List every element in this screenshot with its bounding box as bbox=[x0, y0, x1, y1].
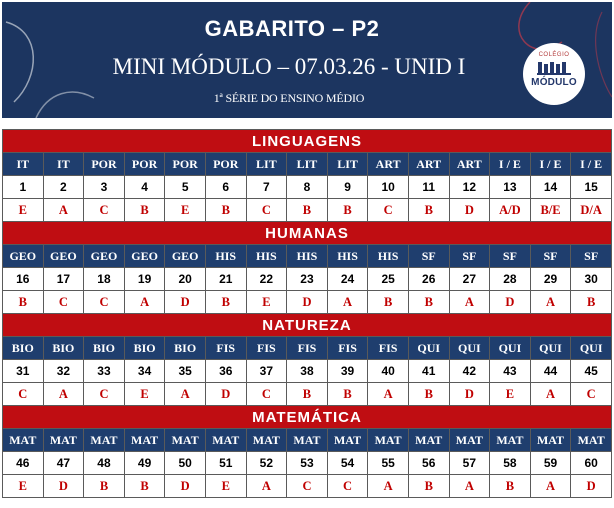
subject-cell: GEO bbox=[3, 245, 44, 268]
subject-cell: ART bbox=[368, 153, 409, 176]
question-number-cell: 10 bbox=[368, 176, 409, 199]
subject-cell: SF bbox=[530, 245, 571, 268]
subject-cell: FIS bbox=[287, 337, 328, 360]
question-number-cell: 38 bbox=[287, 360, 328, 383]
question-number-cell: 8 bbox=[287, 176, 328, 199]
subject-cell: FIS bbox=[327, 337, 368, 360]
ans-row bbox=[3, 199, 612, 222]
question-number-cell: 9 bbox=[327, 176, 368, 199]
subject-cell: MAT bbox=[205, 429, 246, 452]
question-number-cell: 23 bbox=[287, 268, 328, 291]
subject-cell: IT bbox=[43, 153, 84, 176]
answer-cell: D bbox=[490, 291, 531, 314]
question-number-cell: 31 bbox=[3, 360, 44, 383]
subject-cell: HIS bbox=[246, 245, 287, 268]
subject-cell: GEO bbox=[124, 245, 165, 268]
answer-cell: B bbox=[124, 475, 165, 498]
question-number-cell: 40 bbox=[368, 360, 409, 383]
answer-cell: C bbox=[246, 199, 287, 222]
answer-cell: C bbox=[84, 199, 125, 222]
subject-cell: MAT bbox=[124, 429, 165, 452]
question-number-cell: 17 bbox=[43, 268, 84, 291]
answer-cell: C bbox=[43, 291, 84, 314]
subject-cell: HIS bbox=[205, 245, 246, 268]
subject-cell: MAT bbox=[246, 429, 287, 452]
question-number-cell: 39 bbox=[327, 360, 368, 383]
section-header-row bbox=[3, 314, 612, 337]
answer-cell: B bbox=[327, 383, 368, 406]
question-number-cell: 44 bbox=[530, 360, 571, 383]
answer-cell: E bbox=[165, 199, 206, 222]
question-number-cell: 5 bbox=[165, 176, 206, 199]
question-number-cell: 43 bbox=[490, 360, 531, 383]
subject-cell: QUI bbox=[408, 337, 449, 360]
answer-cell: E bbox=[205, 475, 246, 498]
answer-cell: B/E bbox=[530, 199, 571, 222]
answer-cell: A bbox=[165, 383, 206, 406]
subject-cell: MAT bbox=[165, 429, 206, 452]
question-number-cell: 13 bbox=[490, 176, 531, 199]
question-number-cell: 59 bbox=[530, 452, 571, 475]
answer-cell: A bbox=[327, 291, 368, 314]
answer-cell: B bbox=[3, 291, 44, 314]
answer-cell: C bbox=[3, 383, 44, 406]
section-header-row bbox=[3, 406, 612, 429]
subject-cell: LIT bbox=[287, 153, 328, 176]
subject-cell: SF bbox=[408, 245, 449, 268]
question-number-cell: 2 bbox=[43, 176, 84, 199]
subject-cell: MAT bbox=[408, 429, 449, 452]
question-number-cell: 11 bbox=[408, 176, 449, 199]
subject-cell: MAT bbox=[3, 429, 44, 452]
answer-cell: B bbox=[124, 199, 165, 222]
section-title: HUMANAS bbox=[3, 222, 612, 245]
question-number-cell: 52 bbox=[246, 452, 287, 475]
answer-cell: B bbox=[327, 199, 368, 222]
answer-cell: E bbox=[3, 199, 44, 222]
question-number-cell: 1 bbox=[3, 176, 44, 199]
question-number-cell: 12 bbox=[449, 176, 490, 199]
question-number-cell: 16 bbox=[3, 268, 44, 291]
answer-cell: B bbox=[368, 291, 409, 314]
exam-subtitle: MINI MÓDULO – 07.03.26 - UNID I bbox=[112, 54, 466, 79]
section-title: NATUREZA bbox=[3, 314, 612, 337]
subject-cell: SF bbox=[490, 245, 531, 268]
question-number-cell: 56 bbox=[408, 452, 449, 475]
answer-cell: E bbox=[124, 383, 165, 406]
answer-cell: C bbox=[287, 475, 328, 498]
section-title: MATEMÁTICA bbox=[3, 406, 612, 429]
question-number-cell: 32 bbox=[43, 360, 84, 383]
school-logo bbox=[523, 43, 585, 105]
answer-cell: A bbox=[368, 475, 409, 498]
answer-cell: D bbox=[571, 475, 612, 498]
num-row bbox=[3, 268, 612, 291]
question-number-cell: 33 bbox=[84, 360, 125, 383]
answer-cell: A/D bbox=[490, 199, 531, 222]
section-header-row bbox=[3, 130, 612, 153]
answer-cell: E bbox=[3, 475, 44, 498]
subject-cell: MAT bbox=[571, 429, 612, 452]
answer-cell: E bbox=[490, 383, 531, 406]
question-number-cell: 37 bbox=[246, 360, 287, 383]
question-number-cell: 35 bbox=[165, 360, 206, 383]
question-number-cell: 24 bbox=[327, 268, 368, 291]
section-header-row bbox=[3, 222, 612, 245]
subject-cell: I / E bbox=[490, 153, 531, 176]
answer-cell: B bbox=[408, 291, 449, 314]
answer-cell: A bbox=[124, 291, 165, 314]
answer-cell: D bbox=[205, 383, 246, 406]
num-row bbox=[3, 176, 612, 199]
subject-cell: HIS bbox=[327, 245, 368, 268]
num-row bbox=[3, 360, 612, 383]
answer-cell: A bbox=[368, 383, 409, 406]
answer-cell: C bbox=[84, 291, 125, 314]
answer-cell: B bbox=[571, 291, 612, 314]
subj-row bbox=[3, 337, 612, 360]
question-number-cell: 19 bbox=[124, 268, 165, 291]
answer-cell: D bbox=[165, 475, 206, 498]
page-title: GABARITO – P2 bbox=[204, 16, 380, 41]
answer-cell: B bbox=[408, 199, 449, 222]
subject-cell: MAT bbox=[530, 429, 571, 452]
answer-cell: B bbox=[287, 383, 328, 406]
subject-cell: QUI bbox=[449, 337, 490, 360]
subject-cell: MAT bbox=[43, 429, 84, 452]
header-banner bbox=[2, 2, 612, 118]
question-number-cell: 25 bbox=[368, 268, 409, 291]
answer-key-table bbox=[2, 129, 612, 498]
question-number-cell: 14 bbox=[530, 176, 571, 199]
subject-cell: POR bbox=[84, 153, 125, 176]
question-number-cell: 21 bbox=[205, 268, 246, 291]
answer-cell: B bbox=[205, 291, 246, 314]
question-number-cell: 36 bbox=[205, 360, 246, 383]
answer-cell: B bbox=[84, 475, 125, 498]
question-number-cell: 41 bbox=[408, 360, 449, 383]
subj-row bbox=[3, 245, 612, 268]
question-number-cell: 15 bbox=[571, 176, 612, 199]
subject-cell: QUI bbox=[490, 337, 531, 360]
subject-cell: FIS bbox=[246, 337, 287, 360]
subject-cell: ART bbox=[408, 153, 449, 176]
answer-cell: B bbox=[408, 383, 449, 406]
answer-cell: B bbox=[287, 199, 328, 222]
question-number-cell: 55 bbox=[368, 452, 409, 475]
question-number-cell: 22 bbox=[246, 268, 287, 291]
subject-cell: MAT bbox=[449, 429, 490, 452]
question-number-cell: 6 bbox=[205, 176, 246, 199]
ans-row bbox=[3, 291, 612, 314]
ans-row bbox=[3, 475, 612, 498]
ans-row bbox=[3, 383, 612, 406]
subject-cell: I / E bbox=[530, 153, 571, 176]
question-number-cell: 51 bbox=[205, 452, 246, 475]
subject-cell: POR bbox=[124, 153, 165, 176]
question-number-cell: 26 bbox=[408, 268, 449, 291]
question-number-cell: 7 bbox=[246, 176, 287, 199]
answer-cell: C bbox=[368, 199, 409, 222]
answer-cell: D bbox=[287, 291, 328, 314]
question-number-cell: 4 bbox=[124, 176, 165, 199]
subject-cell: QUI bbox=[571, 337, 612, 360]
question-number-cell: 20 bbox=[165, 268, 206, 291]
subject-cell: SF bbox=[449, 245, 490, 268]
answer-cell: A bbox=[449, 291, 490, 314]
subject-cell: BIO bbox=[43, 337, 84, 360]
subject-cell: LIT bbox=[246, 153, 287, 176]
question-number-cell: 46 bbox=[3, 452, 44, 475]
grade-label: 1ª SÉRIE DO ENSINO MÉDIO bbox=[213, 91, 365, 105]
subject-cell: GEO bbox=[43, 245, 84, 268]
answer-cell: D bbox=[43, 475, 84, 498]
question-number-cell: 42 bbox=[449, 360, 490, 383]
num-row bbox=[3, 452, 612, 475]
subject-cell: BIO bbox=[165, 337, 206, 360]
logo-colegio-text: COLÉGIO bbox=[538, 52, 570, 58]
logo-columns-icon bbox=[537, 61, 571, 75]
question-number-cell: 54 bbox=[327, 452, 368, 475]
question-number-cell: 28 bbox=[490, 268, 531, 291]
answer-cell: A bbox=[530, 291, 571, 314]
section-title: LINGUAGENS bbox=[3, 130, 612, 153]
answer-cell: C bbox=[327, 475, 368, 498]
answer-cell: C bbox=[246, 383, 287, 406]
question-number-cell: 18 bbox=[84, 268, 125, 291]
subject-cell: MAT bbox=[327, 429, 368, 452]
answer-cell: B bbox=[408, 475, 449, 498]
subject-cell: MAT bbox=[368, 429, 409, 452]
answer-cell: A bbox=[449, 475, 490, 498]
subject-cell: LIT bbox=[327, 153, 368, 176]
question-number-cell: 48 bbox=[84, 452, 125, 475]
subject-cell: POR bbox=[165, 153, 206, 176]
subject-cell: MAT bbox=[287, 429, 328, 452]
subject-cell: QUI bbox=[530, 337, 571, 360]
subject-cell: GEO bbox=[84, 245, 125, 268]
answer-cell: C bbox=[84, 383, 125, 406]
answer-cell: B bbox=[205, 199, 246, 222]
subject-cell: FIS bbox=[205, 337, 246, 360]
answer-cell: D bbox=[165, 291, 206, 314]
answer-cell: D/A bbox=[571, 199, 612, 222]
subject-cell: IT bbox=[3, 153, 44, 176]
question-number-cell: 27 bbox=[449, 268, 490, 291]
subject-cell: SF bbox=[571, 245, 612, 268]
answer-cell: E bbox=[246, 291, 287, 314]
answer-cell: B bbox=[490, 475, 531, 498]
question-number-cell: 53 bbox=[287, 452, 328, 475]
answer-cell: A bbox=[246, 475, 287, 498]
question-number-cell: 49 bbox=[124, 452, 165, 475]
answer-cell: D bbox=[449, 199, 490, 222]
answer-cell: A bbox=[530, 475, 571, 498]
answer-cell: A bbox=[43, 199, 84, 222]
question-number-cell: 47 bbox=[43, 452, 84, 475]
subj-row bbox=[3, 429, 612, 452]
subject-cell: FIS bbox=[368, 337, 409, 360]
subject-cell: BIO bbox=[3, 337, 44, 360]
answer-cell: D bbox=[449, 383, 490, 406]
question-number-cell: 3 bbox=[84, 176, 125, 199]
subject-cell: MAT bbox=[84, 429, 125, 452]
answer-cell: C bbox=[571, 383, 612, 406]
subject-cell: MAT bbox=[490, 429, 531, 452]
subject-cell: BIO bbox=[84, 337, 125, 360]
subject-cell: I / E bbox=[571, 153, 612, 176]
question-number-cell: 60 bbox=[571, 452, 612, 475]
answer-cell: A bbox=[43, 383, 84, 406]
question-number-cell: 45 bbox=[571, 360, 612, 383]
logo-modulo-text: MÓDULO bbox=[531, 77, 577, 88]
subject-cell: BIO bbox=[124, 337, 165, 360]
question-number-cell: 29 bbox=[530, 268, 571, 291]
question-number-cell: 34 bbox=[124, 360, 165, 383]
question-number-cell: 30 bbox=[571, 268, 612, 291]
question-number-cell: 58 bbox=[490, 452, 531, 475]
question-number-cell: 57 bbox=[449, 452, 490, 475]
subj-row bbox=[3, 153, 612, 176]
subject-cell: POR bbox=[205, 153, 246, 176]
question-number-cell: 50 bbox=[165, 452, 206, 475]
subject-cell: HIS bbox=[368, 245, 409, 268]
answer-cell: A bbox=[530, 383, 571, 406]
subject-cell: ART bbox=[449, 153, 490, 176]
subject-cell: GEO bbox=[165, 245, 206, 268]
subject-cell: HIS bbox=[287, 245, 328, 268]
